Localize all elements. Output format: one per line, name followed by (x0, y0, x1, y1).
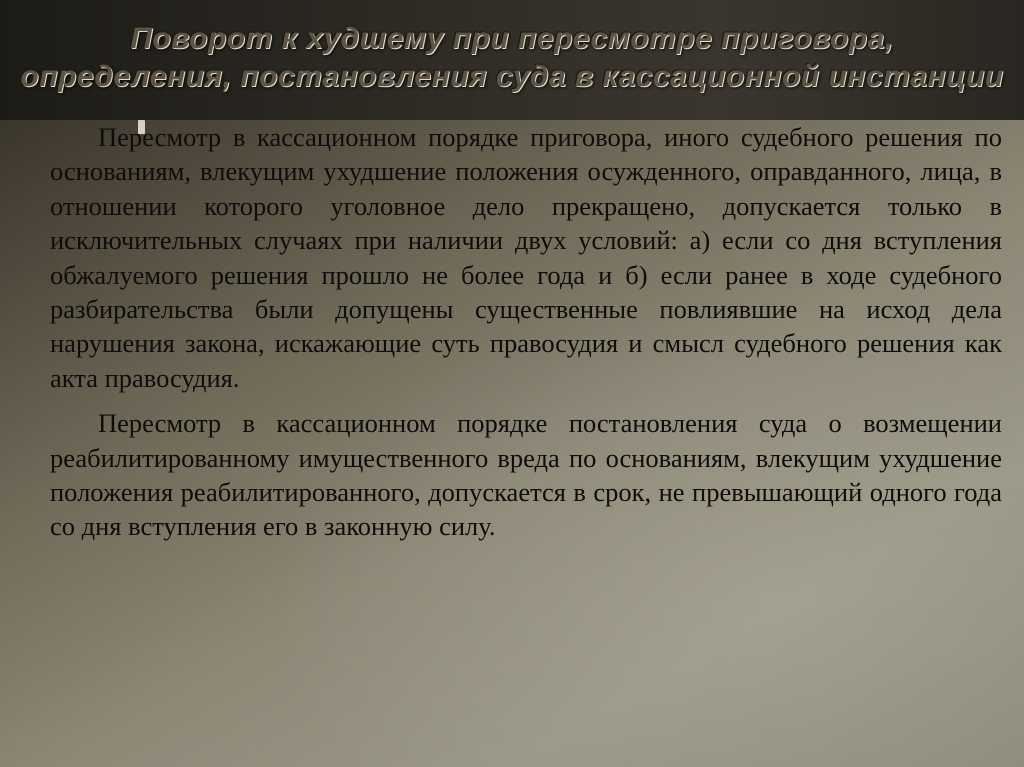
title-band (0, 0, 1024, 120)
slide-title-line-2: определения, постановления суда в кассационной инстанции (20, 60, 1004, 93)
slide-body (50, 120, 1002, 544)
slide-title-line-1: Поворот к худшему при пересмотре приговора, (130, 22, 894, 55)
paragraph-1: Пересмотр в кассационном порядке приговора, иного судебного решения по основаниям, влекущим ухудшение положения осужденного, оправданного, лица, в отношении которого уголовное дело прекращено, допускается только в исключительных случаях при наличии двух условий: а) если со дня вступления обжалуемого решения прошло не более года и б) если ранее в ходе судебного разбирательства были допущены существенные повлиявшие на исход дела нарушения закона, искажающие суть правосудия и смысл судебного решения как акта правосудия. (50, 122, 1002, 393)
slide-title (0, 20, 1024, 96)
paragraph-2: Пересмотр в кассационном порядке постановления суда о возмещении реабилитированному имущественного вреда по основаниям, влекущим ухудшение положения реабилитированного, допускается в срок, не превышающий одного года со дня вступления его в законную силу. (50, 408, 1002, 542)
